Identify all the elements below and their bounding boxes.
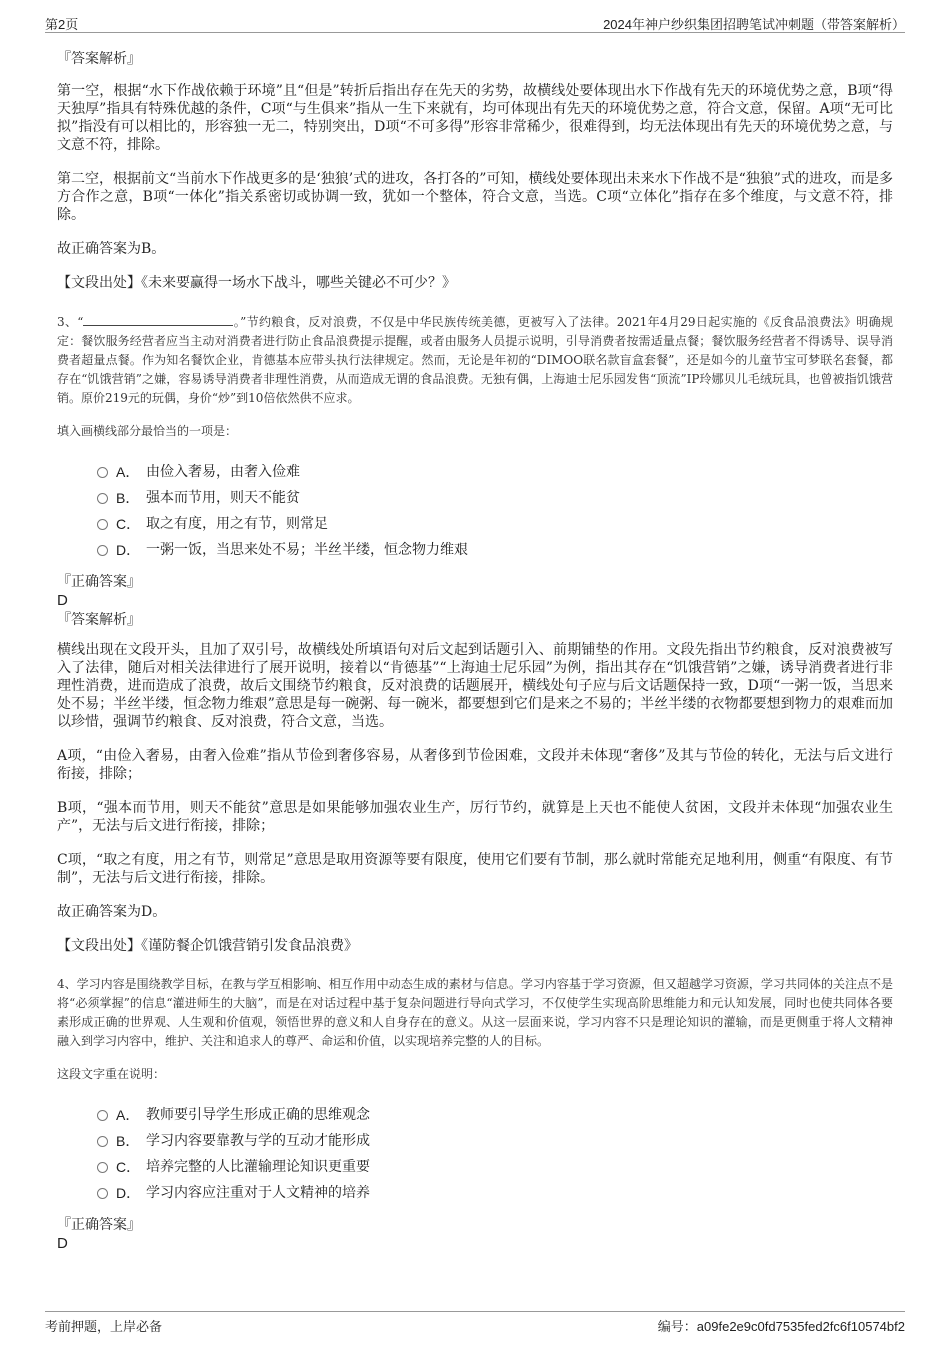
- question-prompt: 填入画横线部分最恰当的一项是：: [57, 424, 238, 438]
- analysis-paragraph: 第二空，根据前文“当前水下作战更多的是‘独狼’式的进攻，各打各的”可知，横线处要体现出未来水下作战不是“独狼”式的进攻，而是多方合作之意，B项“一体化”指关系密切或协调一致，犹如一个整体，符合文意，当选。C项“立体化”指存在多个维度，与文意不符，排除。: [57, 171, 893, 223]
- radio-icon[interactable]: [97, 519, 108, 530]
- page-number: 第2页: [45, 17, 79, 32]
- source-citation: 【文段出处】《谨防餐企饥饿营销引发食品浪费》: [57, 938, 358, 954]
- option-c[interactable]: C． 培养完整的人比灌输理论知识更重要: [97, 1154, 893, 1180]
- source-citation: 【文段出处】《未来要赢得一场水下战斗，哪些关键必不可少？》: [57, 275, 456, 291]
- correct-answer: D: [57, 592, 68, 609]
- page-footer: [45, 1311, 905, 1336]
- fill-blank: [83, 312, 233, 326]
- page-header: [45, 12, 905, 33]
- option-d[interactable]: D． 一粥一饭，当思来处不易；半丝半缕，恒念物力维艰: [97, 537, 893, 563]
- conclusion: 故正确答案为D。: [57, 904, 167, 920]
- question-number: 3、“: [57, 315, 84, 329]
- radio-icon[interactable]: [97, 1162, 108, 1173]
- analysis-paragraph: A项，“由俭入奢易，由奢入俭难”指从节俭到奢侈容易，从奢侈到节俭困难，文段并未体现“奢侈”及其与节俭的转化，无法与后文进行衔接，排除；: [57, 748, 893, 782]
- radio-icon[interactable]: [97, 1188, 108, 1199]
- analysis-paragraph: B项，“强本而节用，则天不能贫”意思是如果能够加强农业生产，厉行节约，就算是上天也不能使人贫困，文段并未体现“加强农业生产”，无法与后文进行衔接，排除；: [57, 800, 893, 834]
- footer-slogan: 考前押题，上岸必备: [45, 1319, 163, 1334]
- question-prompt: 这段文字重在说明：: [57, 1067, 166, 1081]
- question-4-text: 4、学习内容是围绕教学目标，在教与学互相影响、相互作用中动态生成的素材与信息。学习内容基于学习资源，但又超越学习资源，学习共同体的关注点不是将“必须掌握”的信息“灌进师生的大脑”，而是在对话过程中基于复杂问题进行导向式学习，不仅使学生实现高阶思维能力和元认知发展，同时也使共同体各要素形成正确的世界观、人生观和价值观，领悟世界的意义和人自身存在的意义。从这一层面来说，学习内容不只是理论知识的灌输，而是更侧重于将人文精神融入到学习内容中，维护、关注和追求人的尊严、命运和价值，以实现培养完整的人的目标。: [57, 977, 893, 1048]
- answer-label: 『正确答案』: [57, 1217, 141, 1233]
- option-d[interactable]: D． 学习内容应注重对于人文精神的培养: [97, 1180, 893, 1206]
- document-title: 2024年神户纱织集团招聘笔试冲刺题（带答案解析）: [603, 17, 905, 32]
- question-body: 。”节约粮食，反对浪费，不仅是中华民族传统美德，更被写入了法律。2021年4月29日起实施的《反食品浪费法》明确规定：餐饮服务经营者应当主动对消费者进行防止食品浪费提示提醒，或者由服务人员提示说明，引导消费者按需适量点餐；餐饮服务经营者不得诱导、误导消费者超量点餐。作为知名餐饮企业，肯德基本应带头执行法律规定。然而，无论是年初的“DIMOO联名款盲盒套餐”，还是如今的儿童节宝可梦联名套餐，都存在“饥饿营销”之嫌，容易诱导消费者非理性消费，从而造成无谓的食品浪费。无独有偶，上海迪士尼乐园发售“顶流”IP玲娜贝儿毛绒玩具，也曾被指饥饿营销。原价219元的玩偶，身价“炒”到10倍依然供不应求。: [57, 315, 893, 405]
- analysis-paragraph: C项，“取之有度，用之有节，则常足”意思是取用资源等要有限度，使用它们要有节制，那么就时常能充足地利用，侧重“有限度、有节制”，无法与后文进行衔接，排除。: [57, 852, 893, 886]
- analysis-label: 『答案解析』: [57, 51, 141, 67]
- analysis-paragraph: 横线出现在文段开头，且加了双引号，故横线处所填语句对后文起到话题引入、前期铺垫的作用。文段先指出节约粮食，反对浪费被写入了法律，随后对相关法律进行了展开说明，接着以“肯德基”“上海迪士尼乐园”为例，指出其存在“饥饿营销”之嫌，诱导消费者进行非理性消费，进而造成了浪费，故后文围绕节约粮食，反对浪费的话题展开，横线处句子应与后文话题保持一致，D项“一粥一饭，当思来处不易；半丝半缕，恒念物力维艰”意思是每一碗粥、每一碗米，都要想到它们是来之不易的；半丝半缕的衣物都要想到物力的艰难而加以珍惜，强调节约粮食、反对浪费，符合文意，当选。: [57, 642, 893, 730]
- question-4-options: [97, 1102, 893, 1206]
- question-3-options: [97, 459, 893, 563]
- conclusion: 故正确答案为B。: [57, 241, 166, 257]
- question-3-text: [57, 312, 893, 408]
- radio-icon[interactable]: [97, 1110, 108, 1121]
- code-label: 编号：: [657, 1319, 697, 1334]
- answer-label: 『正确答案』: [57, 574, 141, 590]
- option-b[interactable]: B． 强本而节用，则天不能贫: [97, 485, 893, 511]
- radio-icon[interactable]: [97, 493, 108, 504]
- code-value: a09fe2e9c0fd7535fed2fc6f10574bf2: [696, 1319, 905, 1334]
- analysis-paragraph: 第一空，根据“水下作战依赖于环境”且“但是”转折后指出存在先天的劣势，故横线处要体现出水下作战有先天的环境优势之意，B项“得天独厚”指具有特殊优越的条件，C项“与生俱来”指从一生下来就有，均可体现出有先天的环境优势之意，符合文意，保留。A项“无可比拟”指没有可以相比的，形容独一无二，特别突出，D项“不可多得”形容非常稀少，很难得到，均无法体现出有先天的环境优势之意，与文意不符，排除。: [57, 83, 893, 153]
- option-c[interactable]: C． 取之有度，用之有节，则常足: [97, 511, 893, 537]
- option-b[interactable]: B． 学习内容要靠教与学的互动才能形成: [97, 1128, 893, 1154]
- radio-icon[interactable]: [97, 1136, 108, 1147]
- correct-answer: D: [57, 1235, 68, 1252]
- analysis-label: 『答案解析』: [57, 612, 141, 628]
- radio-icon[interactable]: [97, 467, 108, 478]
- page-content: [57, 50, 893, 1254]
- document-code: [658, 1316, 905, 1335]
- radio-icon[interactable]: [97, 545, 108, 556]
- option-a[interactable]: A． 由俭入奢易，由奢入俭难: [97, 459, 893, 485]
- option-a[interactable]: A． 教师要引导学生形成正确的思维观念: [97, 1102, 893, 1128]
